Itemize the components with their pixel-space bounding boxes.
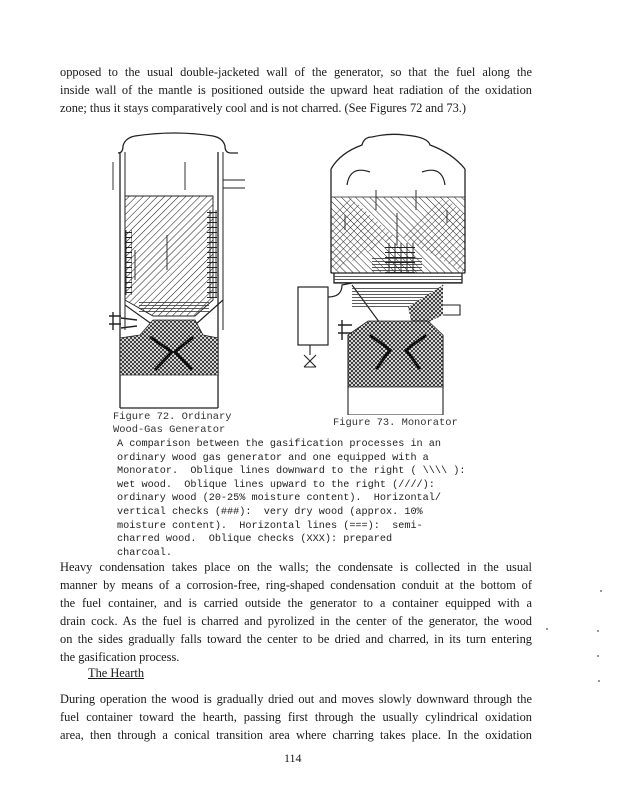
legend-line: Monorator. Oblique lines downward to the right ( \\\\ ): <box>117 466 466 478</box>
legend-line: charcoal. <box>117 547 173 559</box>
text-line: opposed to the usual double-jacketed wall of the generator, so that the fuel along the <box>60 65 532 79</box>
text-line: on the sides gradually falls toward the center to be dried and charred, in its turn entering <box>60 632 532 646</box>
figure-73-caption: Figure 73. Monorator <box>333 417 458 429</box>
figure-legend <box>117 438 465 560</box>
legend-line: ordinary wood (20-25% moisture content). Horizontal/ <box>117 493 442 505</box>
caption-line: Figure 72. Ordinary <box>113 411 232 423</box>
drain-cock-icon <box>304 345 316 367</box>
scan-artifact <box>597 655 599 657</box>
text-line: manner by means of a corrosion-free, ring-shaped condensation conduit at the bottom of <box>60 578 532 592</box>
wood-fill-hatched <box>125 196 213 316</box>
text-line: the gasification process. <box>60 650 180 664</box>
gas-outlet-pipe <box>223 180 245 188</box>
caption-line: Wood-Gas Generator <box>113 424 226 436</box>
figure-72-ordinary-generator-diagram <box>75 130 275 415</box>
scan-artifact <box>598 680 600 682</box>
text-line: fuel container toward the hearth, passing first through the usually cylindrical oxidation <box>60 710 532 724</box>
hearth-paragraph <box>60 690 532 744</box>
text-line: zone; thus it stays comparatively cool and is not charred. (See Figures 72 and 73.) <box>60 101 467 115</box>
intro-paragraph <box>60 63 532 117</box>
condensate-conduit <box>328 283 352 297</box>
legend-line: A comparison between the gasification processes in an <box>117 439 442 450</box>
generator-dome <box>118 133 238 153</box>
legend-line: ordinary wood gas generator and one equipped with a <box>117 452 429 464</box>
text-line: area, then through a conical transition area where charring takes place. In the oxidation <box>60 728 532 742</box>
legend-line: charred wood. Oblique checks (XXX): prepared <box>117 534 393 546</box>
figure-72-caption <box>113 411 231 437</box>
text-line: the fuel container, and is carried outside the generator to a container equipped with a <box>60 596 532 610</box>
legend-line: moisture content). Horizontal lines (===): semi- <box>117 520 423 532</box>
charcoal-bed <box>120 320 218 375</box>
text-line: inside wall of the mantle is positioned outside the upward heat radiation of the oxidation <box>60 83 532 97</box>
scan-artifact <box>600 590 602 592</box>
air-inlet-nozzle <box>109 312 137 330</box>
scan-artifact <box>597 630 599 632</box>
generator-dome <box>331 134 465 169</box>
figure-73-monorator-diagram <box>290 125 480 415</box>
text-line: Heavy condensation takes place on the walls; the condensate is collected in the usual <box>60 560 532 574</box>
gas-outlet-pipe <box>443 305 460 315</box>
legend-line: vertical checks (###): very dry wood (approx. 10% <box>117 506 423 518</box>
page-number: 114 <box>284 751 302 765</box>
condensation-paragraph <box>60 558 532 666</box>
charcoal-bed <box>348 321 443 387</box>
scan-artifact <box>546 628 548 630</box>
text-line: drain cock. As the fuel is charred and pyrolized in the center of the generator, the wood <box>60 614 532 628</box>
condensation-arc <box>347 170 445 185</box>
condensate-container <box>298 287 328 345</box>
section-heading: The Hearth <box>88 666 145 680</box>
legend-line: wet wood. Oblique lines upward to the right (////): <box>117 479 435 491</box>
text-line: During operation the wood is gradually dried out and moves slowly downward through the <box>60 692 532 706</box>
